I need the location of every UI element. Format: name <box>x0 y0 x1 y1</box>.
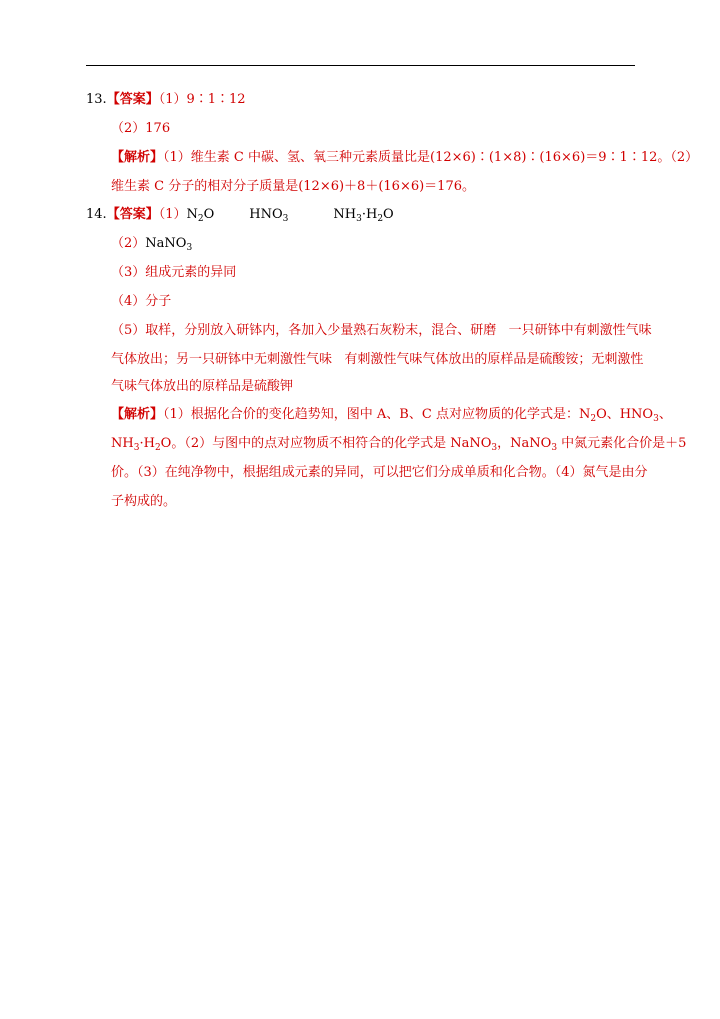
formula-nano3: NaNO$_3$ <box>145 236 193 253</box>
q13-analysis-line1 <box>111 148 698 168</box>
q14-number: 14. <box>86 207 107 222</box>
q14-answer-5-line3: 气味气体放出的原样品是硫酸钾 <box>111 379 294 394</box>
q14-analysis-line4: 子构成的。 <box>111 494 177 509</box>
q14-analysis-line1: 【解析】（1）根据化合价的变化趋势知，图中 A、B、C 点对应物质的化学式是：$N_2O$、$HNO_3$、 <box>111 407 672 424</box>
q14-answer-2: （2）NaNO$_3$ <box>111 236 193 253</box>
q14-analysis-line2: $NH_3\cdot H_2O$。（2）与图中的点对应物质不相符合的化学式是 NaNO$_3$，NaNO$_3$ 中氮元素化合价是＋5 <box>111 436 687 453</box>
q14-answer-line <box>86 205 394 225</box>
q14-answer-5-line2: 气体放出；另一只研钵中无刺激性气味 有刺激性气味气体放出的原样品是硫酸铵；无刺激性 <box>111 352 644 367</box>
q13-answer-2: （2）176 <box>111 121 171 136</box>
q14-answer-1-prefix: （1） <box>158 207 187 222</box>
q14-answer-3: （3）组成元素的异同 <box>111 265 237 280</box>
q13-answer-line <box>86 90 246 110</box>
q14-answer-5-line1: （5）取样，分别放入研钵内，各加入少量熟石灰粉末，混合、研磨 一只研钵中有刺激性气味 <box>111 323 652 338</box>
q13-answer-tag: 【答案】 <box>106 92 159 107</box>
q14-analysis-line3: 价。（3）在纯净物中，根据组成元素的异同，可以把它们分成单质和化合物。（4）氮气是由分 <box>111 465 648 480</box>
q13-analysis-text1: （1）维生素 C 中碳、氢、氧三种元素质量比是(12×6)∶(1×8)∶(16×6)＝9∶1∶12。（2） <box>163 150 699 165</box>
q14-answer-4: （4）分子 <box>111 294 172 309</box>
q13-number: 13. <box>86 92 107 107</box>
q13-answer-1: （1）9∶1∶12 <box>158 92 246 107</box>
q14-answer-tag: 【答案】 <box>106 207 159 222</box>
q14-analysis-tag: 【解析】 <box>111 407 164 422</box>
formula-hno3: $HNO_3$ <box>249 207 289 224</box>
formula-n2o: $N_2O$ <box>186 207 215 224</box>
formula-nh3-h2o: $NH_3\cdot H_2O$ <box>333 207 394 224</box>
q13-analysis-line2: 维生素 C 分子的相对分子质量是(12×6)＋8＋(16×6)＝176。 <box>111 179 475 194</box>
header-rule <box>86 65 635 66</box>
q13-analysis-tag: 【解析】 <box>111 150 164 165</box>
